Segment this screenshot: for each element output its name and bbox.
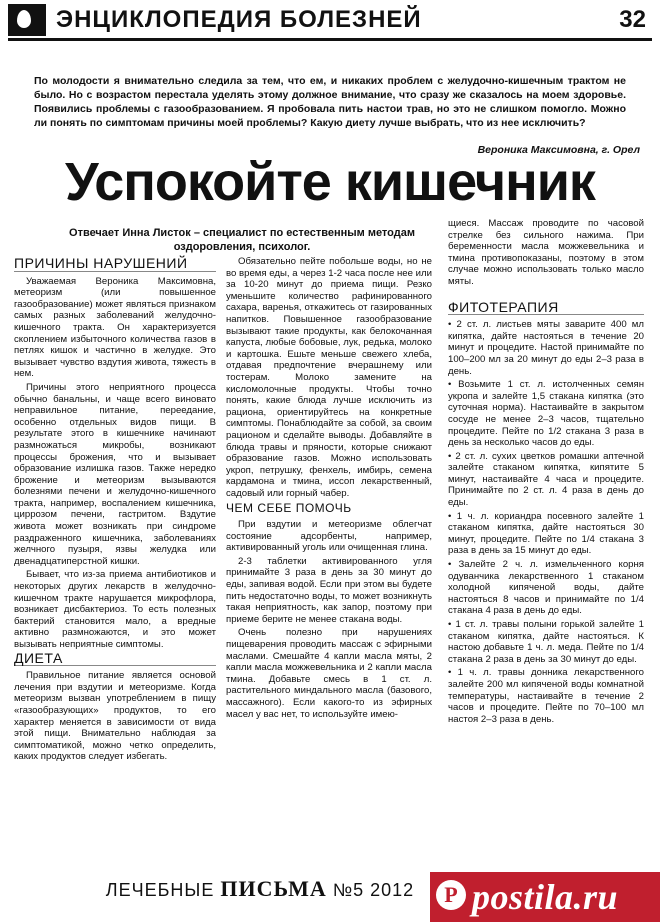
section-heading-causes: ПРИЧИНЫ НАРУШЕНИЙ [14,258,216,272]
paragraph: 2-3 таблетки активированного угля принимайте 3 раза в день за 30 минут до еды, запивая водой. Если при этом вы будете пить недостаточно воды, то может возникнуть такая неприятность, как запор, поэтому при приеме берите не менее стакана воды. [226,555,432,625]
column-2 [226,256,432,722]
paragraph: Бывает, что из-за приема антибиотиков и некоторых других лекарств в желудочно-кишечном тракте нарушается микрофлора, возникает дисбактериоз. То есть полезных бактерий становится мало, а вредные активно размножаются, и это может вызывать неприятные симптомы. [14,569,216,650]
watermark-text: postila.ru [472,877,619,917]
recipe-item: • 1 ч. л. травы донника лекарственного залейте 200 мл кипяченой воды комнатной температуры, настаивайте в течение 2 часов и процедите. Пейте по 70–100 мл настоя 2–3 раза в день. [448,667,644,725]
paragraph: Обязательно пейте побольше воды, но не во время еды, а через 1-2 часа после нее или за 10-20 минут до приема пищи. Резко уменьшите количество рафинированного сахара, варенья, откажитесь от газированных напитков. Повышенное газообразование вызывают такие продукты, как белокочанная капуста, любые бобовые, лук, редька, молоко и картошка. Ешьте меньше свежего хлеба, отдавая предпочтение вчерашнему или тостерам. Молоко замените на кисломолочные продукты. Чтобы точно понять, какие блюда лучше исключить из рациона, ориентируйтесь на конкретные симптомы. Понаблюдайте за собой, за своим рационом и сделайте выводы. Добавляйте в блюда травы и пряности, которые снижают образование газов. Можно использовать укроп, петрушку, фенхель, имбирь, семена кардамона и тмина, иссоп лекарственный, садовый или горный чабер. [226,256,432,499]
recipe-item: • Возьмите 1 ст. л. истолченных семян укропа и залейте 1,5 стакана кипятка (это суточная норма). Настаивайте в закрытом сосуде не менее 2–3 часов, тщательно процедите. Пейте по 1/2 стакана 3 раза в день за несколько часов до еды. [448,379,644,449]
section-heading-diet: ДИЕТА [14,653,216,667]
watermark-banner[interactable] [430,872,660,922]
recipe-item: • 2 ст. л. сухих цветков ромашки аптечной залейте стаканом кипятка, кипятите 5 минут, настаивайте 4 часа и процедите. Принимайте по 2 ст. л. 4 раза в день до еды. [448,450,644,509]
footer-prefix: ЛЕЧЕБНЫЕ [105,880,215,900]
section-logo-icon [8,4,46,36]
paragraph: При вздутии и метеоризме облегчат состояние адсорбенты, например, активированный уголь или очищенная глина. [226,519,432,554]
column-1 [14,256,216,765]
magazine-brand: ПИСЬМА [220,876,327,901]
recipe-item: • Залейте 2 ч. л. измельченного корня одуванчика лекарственного 1 стаканом холодной кипяченой воды, дайте настояться 8 часов и принимайте по 1/4 стакана 4 раза в день до еды. [448,559,644,617]
paragraph: Уважаемая Вероника Максимовна, метеоризм (или повышенное газообразование) может являться признаком самых разных заболеваний желудочно-кишечного тракта. Он характеризуется скоплением избыточного количества газов в петлях кишок и частично в желудке. Это вызывает чувство вздутия живота, тяжесть в нем. [14,275,216,380]
header-rule [8,38,652,41]
paragraph: щиеся. Массаж проводите по часовой стрелке без сильного нажима. При беременности масла можжевельника и тмина противопоказаны, поэтому в этом случае можно использовать только масло мяты. [448,218,644,287]
recipe-item: • 1 ст. л. травы полыни горькой залейте 1 стаканом кипятка, дайте настояться. К настою добавьте 1 ч. л. меда. Пейте по 1/4 стакана 2 раза в день за 30 минут до еды. [448,619,644,665]
page-number: 32 [619,6,646,33]
drop-shape [17,10,31,28]
recipe-item: • 1 ч. л. кориандра посевного залейте 1 стаканом кипятка, дайте настояться 30 минут, процедите. Пейте по 1/4 стакана 3 раза в день за 15 минут до еды. [448,510,644,557]
article-headline: Успокойте кишечник [65,152,595,212]
section-heading-self-help: ЧЕМ СЕБЕ ПОМОЧЬ [226,501,352,516]
recipe-item: • 2 ст. л. листьев мяты заварите 400 мл кипятка, дайте настояться в течение 20 минут и процедите. Настой принимайте по 100–200 мл за 20 минут до еды 2–3 раза в день. [448,319,644,377]
reader-letter: По молодости я внимательно следила за тем, что ем, и никаких проблем с желудочно-кишечным трактом не было. Но с возрастом перестала уделять этому должное внимание, что сразу же сказалось на моем здоровье. Появились проблемы с газообразованием. Я пробовала пить настои трав, но это не слишком помогло. Можно ли понять по симптомам причины моей проблемы? Какую диету лучше выбрать, что из нее исключить? [34,75,626,129]
letter-signature: Вероника Максимовна, г. Орел [477,144,640,156]
issue-number: №5 2012 [332,880,415,900]
pin-icon: P [436,880,466,910]
column-3 [448,218,644,727]
paragraph: Причины этого неприятного процесса обычно банальны, и чаще всего виновато неправильное питание, переедание, особенно отдельных видов пищи. В результате этого в кишечнике начинают размножаться микробы, возникают процессы брожения, что и вызывает образование излишка газов. Также нередко брожение и метеоризм вызываются болезнями печени и желудочно-кишечного тракта, например, воспалением кишечника, циррозом печени, гастритом. Вздутие живота может возникать при синдроме раздраженного кишечника, заболеваниях желчного пузыря, язвы желудка или двенадцатиперстной кишки. [14,381,216,567]
section-title: ЭНЦИКЛОПЕДИЯ БОЛЕЗНЕЙ [56,6,422,33]
paragraph: Правильное питание является основой лечения при вздутии и метеоризме. Когда метеоризм вызван употреблением в пищу «газообразующих» продуктов, то его характер меняется в зависимости от вида этой пищи. Внимательно наблюдая за симптоматикой, можно четко определить, каких продуктов следует избегать. [14,670,216,763]
paragraph: Очень полезно при нарушениях пищеварения проводить массаж с эфирными маслами. Смешайте 4 капли масла мяты, 2 капли масла можжевельника и 2 капли масла тмина. Добавьте смесь в 1 ст. л. растительного миндального масла (базового, массажного). Если какого-то из эфирных масел у вас нет, то используйте имею- [226,627,432,720]
author-credit: Отвечает Инна Листок – специалист по естественным методам оздоровления, психолог. [69,227,415,253]
page-header [8,4,652,38]
section-heading-phytotherapy: ФИТОТЕРАПИЯ [448,302,644,316]
